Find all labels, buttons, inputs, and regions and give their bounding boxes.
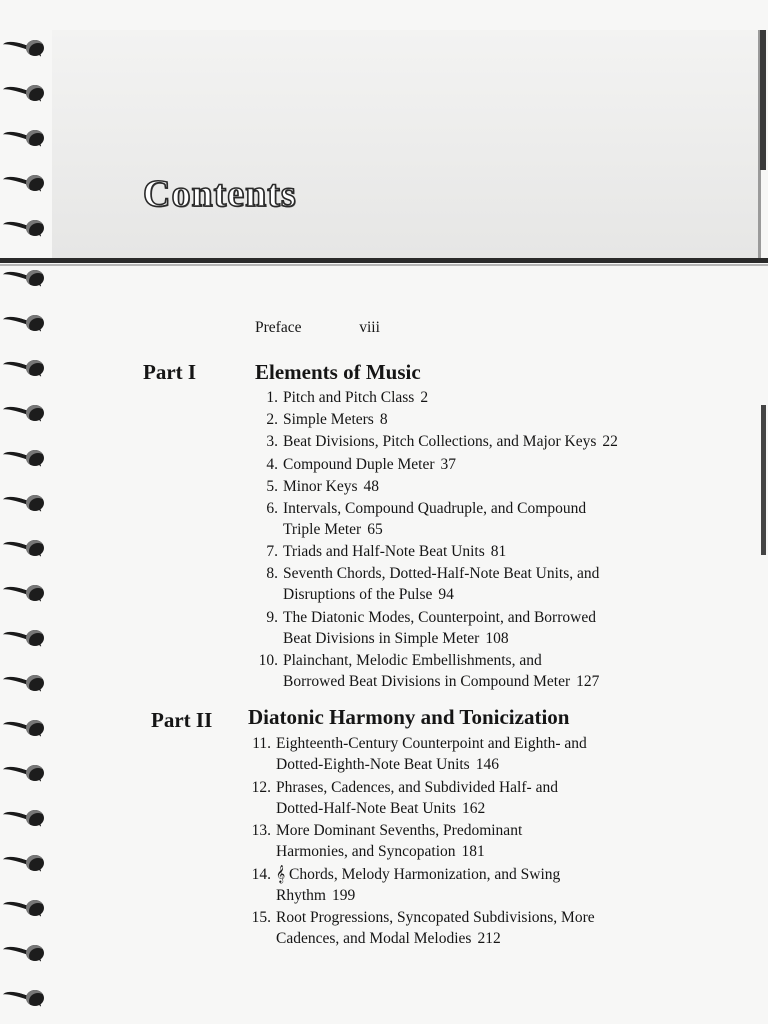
- chapter-number: 1.: [266, 389, 278, 406]
- chapter-page-number: 212: [477, 930, 501, 947]
- punch-hole: [26, 270, 44, 286]
- spiral-coil: [2, 583, 48, 605]
- chapter-number: 2.: [266, 411, 278, 429]
- spiral-coil: [2, 493, 48, 515]
- chapter-title: Harmonies, and Syncopation: [276, 843, 456, 860]
- page-edge: [761, 405, 766, 555]
- preface-label: Preface: [255, 319, 302, 336]
- chapter-page-number: 181: [461, 843, 485, 860]
- chapter-title: The Diatonic Modes, Counterpoint, and Borrowed: [283, 608, 596, 626]
- chapter-number: 8.: [266, 565, 278, 583]
- chapter-number: 9.: [266, 608, 278, 626]
- punch-hole: [26, 810, 44, 826]
- punch-hole: [26, 360, 44, 376]
- spiral-coil: [2, 38, 48, 60]
- chapter-number: 3.: [266, 433, 278, 451]
- spiral-coil: [2, 83, 48, 105]
- chapter-title: 𝄞 Chords, Melody Harmonization, and Swing: [276, 865, 561, 883]
- chapter-entry-line: [243, 864, 560, 885]
- chapter-entry-line: [250, 519, 383, 540]
- chapter-title: Triads and Half-Note Beat Units: [283, 543, 485, 561]
- spiral-coil: [2, 853, 48, 875]
- punch-hole: [26, 450, 44, 466]
- chapter-number: 11.: [252, 735, 271, 752]
- spiral-coil: [2, 218, 48, 240]
- spiral-binding: [0, 28, 60, 1018]
- chapter-entry-line: [250, 409, 388, 430]
- header-band: [52, 30, 761, 258]
- spiral-coil: [2, 673, 48, 695]
- punch-hole: [26, 945, 44, 961]
- chapter-entry-line: [243, 907, 595, 928]
- chapter-page-number: 37: [440, 455, 457, 473]
- chapter-entry-line: [250, 607, 596, 628]
- chapter-entry-line: [243, 820, 522, 841]
- chapter-page-number: 108: [485, 629, 509, 647]
- punch-hole: [26, 130, 44, 146]
- spiral-coil: [2, 628, 48, 650]
- spiral-coil: [2, 268, 48, 290]
- page-title: Contents: [143, 173, 297, 215]
- chapter-entry-line: [250, 650, 542, 671]
- chapter-entry-line: [250, 541, 506, 562]
- chapter-title: Seventh Chords, Dotted-Half-Note Beat Units, and: [283, 565, 600, 583]
- header-rule: [0, 258, 768, 263]
- preface-entry: [255, 317, 380, 338]
- chapter-entry-line: [243, 841, 485, 862]
- spiral-coil: [2, 448, 48, 470]
- chapter-page-number: 22: [602, 433, 618, 451]
- chapter-title: Minor Keys: [283, 477, 358, 495]
- chapter-page-number: 81: [490, 543, 507, 561]
- chapter-number: 15.: [251, 909, 271, 926]
- chapter-title: Phrases, Cadences, and Subdivided Half- and: [276, 778, 558, 796]
- chapter-number: 5.: [266, 477, 278, 495]
- chapter-page-number: 127: [576, 672, 600, 690]
- chapter-title: Beat Divisions in Simple Meter: [283, 629, 480, 647]
- chapter-entry-line: [243, 928, 501, 949]
- punch-hole: [26, 40, 44, 56]
- spiral-coil: [2, 128, 48, 150]
- punch-hole: [26, 630, 44, 646]
- chapter-title: Triple Meter: [283, 521, 362, 538]
- chapter-entry-line: [243, 885, 355, 906]
- part-1-title: Elements of Music: [255, 360, 421, 384]
- spiral-coil: [2, 808, 48, 830]
- punch-hole: [26, 990, 44, 1006]
- chapter-title: Pitch and Pitch Class: [283, 389, 415, 406]
- chapter-number: 14.: [251, 865, 271, 883]
- chapter-entry-line: [250, 498, 586, 519]
- chapter-title: Beat Divisions, Pitch Collections, and Major Keys: [283, 433, 597, 451]
- chapter-page-number: 65: [367, 521, 383, 538]
- chapter-title: Compound Duple Meter: [283, 455, 435, 473]
- punch-hole: [26, 855, 44, 871]
- chapter-page-number: 199: [331, 886, 356, 904]
- chapter-entry-line: [250, 476, 379, 497]
- header-rule-shadow: [0, 264, 768, 266]
- chapter-title: Simple Meters: [283, 411, 374, 429]
- part-2-title: Diatonic Harmony and Tonicization: [248, 705, 570, 729]
- chapter-title: Intervals, Compound Quadruple, and Compound: [283, 500, 587, 517]
- chapter-page-number: 48: [363, 477, 379, 495]
- chapter-page-number: 2: [420, 389, 429, 406]
- punch-hole: [26, 220, 44, 236]
- spiral-coil: [2, 763, 48, 785]
- chapter-entry-line: [250, 563, 599, 584]
- punch-hole: [26, 495, 44, 511]
- chapter-entry-line: [250, 431, 618, 452]
- chapter-title: Rhythm: [276, 886, 326, 904]
- part-1-label: Part I: [143, 360, 197, 384]
- page-edge: [760, 30, 766, 170]
- chapter-title: Borrowed Beat Divisions in Compound Meter: [283, 672, 571, 690]
- chapter-entry-line: [250, 454, 456, 475]
- chapter-number: 13.: [251, 822, 271, 839]
- punch-hole: [26, 900, 44, 916]
- chapter-title: Dotted-Eighth-Note Beat Units: [276, 756, 470, 773]
- chapter-number: 7.: [266, 543, 278, 561]
- punch-hole: [26, 720, 44, 736]
- spiral-coil: [2, 718, 48, 740]
- spiral-coil: [2, 403, 48, 425]
- chapter-entry-line: [243, 733, 587, 754]
- chapter-entry-line: [243, 798, 485, 819]
- chapter-entry-line: [243, 777, 558, 798]
- chapter-number: 6.: [266, 500, 278, 517]
- chapter-page-number: 146: [475, 756, 499, 773]
- punch-hole: [26, 675, 44, 691]
- chapter-title: Eighteenth-Century Counterpoint and Eighth- and: [276, 735, 587, 752]
- chapter-entry-line: [243, 754, 499, 775]
- chapter-entry-line: [250, 628, 509, 649]
- punch-hole: [26, 175, 44, 191]
- spiral-coil: [2, 313, 48, 335]
- chapter-entry-line: [250, 387, 428, 408]
- preface-page: viii: [359, 319, 380, 336]
- chapter-title: Cadences, and Modal Melodies: [276, 930, 472, 947]
- chapter-number: 12.: [251, 778, 271, 796]
- spiral-coil: [2, 898, 48, 920]
- chapter-page-number: 94: [438, 586, 454, 604]
- spiral-coil: [2, 943, 48, 965]
- chapter-title: Disruptions of the Pulse: [283, 586, 433, 604]
- punch-hole: [26, 585, 44, 601]
- chapter-title: Root Progressions, Syncopated Subdivisions, More: [276, 909, 595, 926]
- punch-hole: [26, 540, 44, 556]
- chapter-number: 10.: [258, 651, 278, 669]
- chapter-entry-line: [250, 584, 454, 605]
- punch-hole: [26, 315, 44, 331]
- chapter-title: Dotted-Half-Note Beat Units: [276, 799, 456, 817]
- part-2-label: Part II: [151, 708, 213, 732]
- spiral-coil: [2, 358, 48, 380]
- punch-hole: [26, 405, 44, 421]
- spiral-coil: [2, 173, 48, 195]
- chapter-entry-line: [250, 671, 599, 692]
- punch-hole: [26, 85, 44, 101]
- chapter-title: Plainchant, Melodic Embellishments, and: [283, 651, 542, 669]
- spiral-coil: [2, 988, 48, 1010]
- chapter-title: More Dominant Sevenths, Predominant: [276, 822, 523, 839]
- spiral-coil: [2, 538, 48, 560]
- chapter-page-number: 162: [461, 799, 486, 817]
- chapter-page-number: 8: [379, 411, 388, 429]
- chapter-number: 4.: [266, 455, 278, 473]
- punch-hole: [26, 765, 44, 781]
